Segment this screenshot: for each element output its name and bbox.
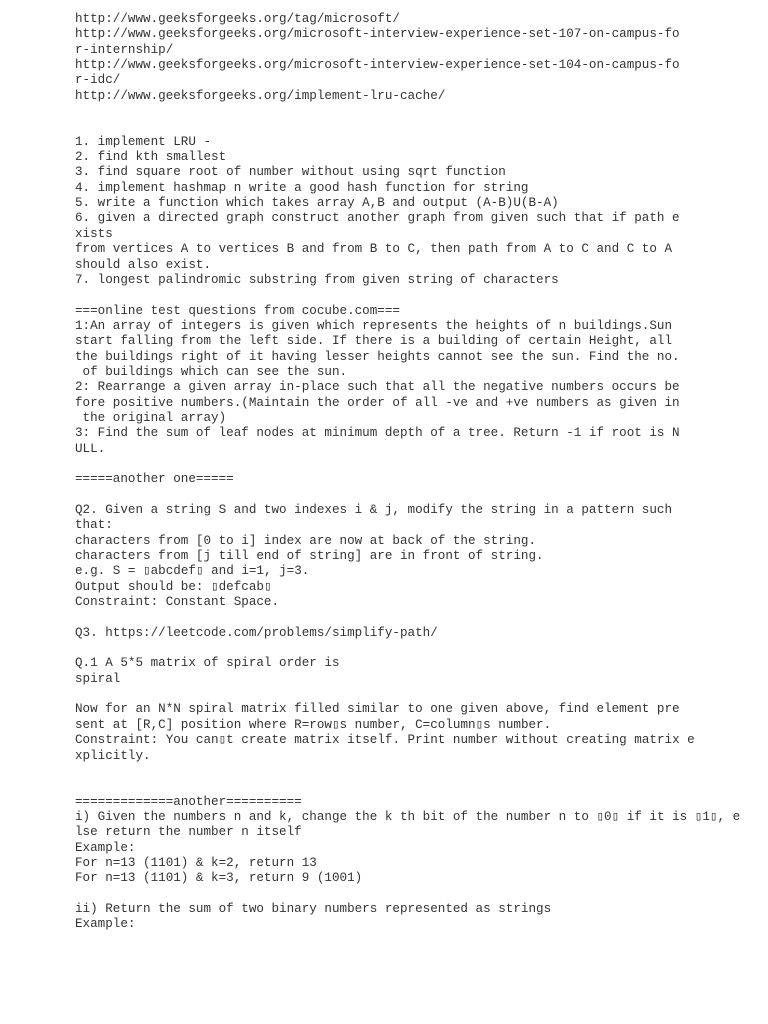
text-line: 2. find kth smallest	[75, 150, 227, 165]
text-line: r-idc/	[75, 73, 121, 88]
blank-line	[75, 457, 755, 472]
text-line: e.g. S = ▯abcdef▯ and i=1, j=3.	[75, 564, 310, 579]
text-line: Constraint: Constant Space.	[75, 595, 280, 610]
text-line: xists	[75, 226, 113, 241]
text-line: 4. implement hashmap n write a good hash function for string	[75, 180, 529, 195]
blank-line	[75, 104, 755, 119]
blank-line	[75, 610, 755, 625]
text-line: http://www.geeksforgeeks.org/microsoft-interview-experience-set-104-on-campus-fo	[75, 58, 680, 73]
text-line: characters from [j till end of string] are in front of string.	[75, 549, 544, 564]
text-line: 1. implement LRU -	[75, 134, 212, 149]
text-line: =====another one=====	[75, 472, 234, 487]
text-line: should also exist.	[75, 257, 212, 272]
text-line: For n=13 (1101) & k=3, return 9 (1001)	[75, 871, 363, 886]
text-line: lse return the number n itself	[75, 825, 302, 840]
text-line: start falling from the left side. If there is a building of certain Height, all	[75, 334, 673, 349]
blank-line	[75, 764, 755, 779]
text-line: 7. longest palindromic substring from given string of characters	[75, 272, 559, 287]
text-line: xplicitly.	[75, 748, 151, 763]
blank-line	[75, 641, 755, 656]
text-line: r-internship/	[75, 42, 174, 57]
blank-line	[75, 687, 755, 702]
text-line: For n=13 (1101) & k=2, return 13	[75, 855, 317, 870]
text-line: 2: Rearrange a given array in-place such that all the negative numbers occurs be	[75, 380, 680, 395]
blank-line	[75, 779, 755, 794]
text-line: fore positive numbers.(Maintain the order of all -ve and +ve numbers as given in	[75, 395, 680, 410]
blank-line	[75, 488, 755, 503]
blank-line	[75, 288, 755, 303]
text-line: 5. write a function which takes array A,B and output (A-B)U(B-A)	[75, 196, 559, 211]
blank-line	[75, 887, 755, 902]
text-line: ii) Return the sum of two binary numbers represented as strings	[75, 901, 552, 916]
text-line: Q.1 A 5*5 matrix of spiral order is	[75, 656, 340, 671]
text-line: sent at [R,C] position where R=row▯s number, C=column▯s number.	[75, 717, 552, 732]
text-line: =============another==========	[75, 794, 302, 809]
text-line: Q2. Given a string S and two indexes i & j, modify the string in a pattern such	[75, 503, 673, 517]
text-line: ===online test questions from cocube.com===	[75, 303, 400, 318]
blank-line	[75, 119, 755, 134]
text-line: http://www.geeksforgeeks.org/tag/microsoft/	[75, 12, 400, 26]
text-line: 1:An array of integers is given which represents the heights of n buildings.Sun	[75, 318, 673, 333]
text-line: characters from [0 to i] index are now at back of the string.	[75, 533, 537, 548]
text-line: Q3. https://leetcode.com/problems/simplify-path/	[75, 625, 438, 640]
text-line: the original array)	[75, 410, 227, 425]
text-line: i) Given the numbers n and k, change the k th bit of the number n to ▯0▯ if it is ▯1▯, e	[75, 809, 741, 824]
text-line: 3: Find the sum of leaf nodes at minimum depth of a tree. Return -1 if root is N	[75, 426, 680, 441]
text-line: Output should be: ▯defcab▯	[75, 579, 272, 594]
text-line: that:	[75, 518, 113, 533]
text-line: Constraint: You can▯t create matrix itself. Print number without creating matrix e	[75, 733, 695, 748]
text-line: Example:	[75, 917, 136, 932]
text-line: http://www.geeksforgeeks.org/implement-lru-cache/	[75, 88, 446, 103]
text-line: ULL.	[75, 441, 106, 456]
document-page	[75, 12, 755, 933]
text-line: http://www.geeksforgeeks.org/microsoft-interview-experience-set-107-on-campus-fo	[75, 27, 680, 42]
text-line: 3. find square root of number without using sqrt function	[75, 165, 506, 180]
text-line: Now for an N*N spiral matrix filled similar to one given above, find element pre	[75, 702, 680, 717]
text-line: 6. given a directed graph construct another graph from given such that if path e	[75, 211, 680, 226]
text-line: of buildings which can see the sun.	[75, 364, 348, 379]
text-line: the buildings right of it having lesser heights cannot see the sun. Find the no.	[75, 349, 680, 364]
text-line: Example:	[75, 840, 136, 855]
text-line: from vertices A to vertices B and from B to C, then path from A to C and C to A	[75, 242, 673, 257]
text-line: spiral	[75, 671, 121, 686]
